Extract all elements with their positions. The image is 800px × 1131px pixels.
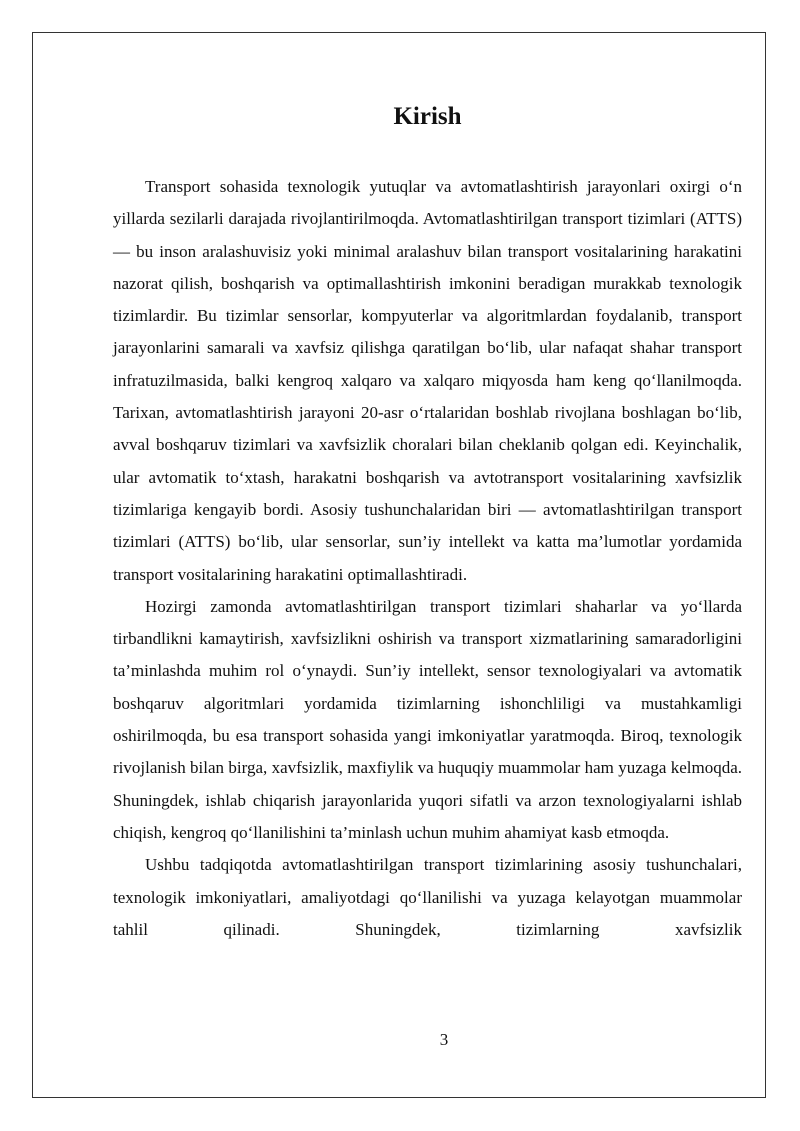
paragraph-3: Ushbu tadqiqotda avtomatlashtirilgan transport tizimlarining asosiy tushunchalari, texnologik imkoniyatlari, amaliyotdagi qo‘llanilishi va yuzaga kelayotgan muammolar tahlil qilinadi. Shuningdek, tizimlarning xavfsizlik [113, 855, 742, 939]
document-content [113, 98, 742, 946]
paragraph-2: Hozirgi zamonda avtomatlashtirilgan transport tizimlari shaharlar va yo‘llarda tirbandlikni kamaytirish, xavfsizlikni oshirish va transport xizmatlarining samaradorligini ta’minlashda muhim rol o‘ynaydi. Sun’iy intellekt, sensor texnologiyalari va avtomatik boshqaruv algoritmlari yordamida tizimlarning ishonchliligi va mustahkamligi oshirilmoqda, bu esa transport sohasida yangi imkoniyatlar yaratmoqda. Biroq, texnologik rivojlanish bilan birga, xavfsizlik, maxfiylik va huquqiy muammolar ham yuzaga kelmoqda. Shuningdek, ishlab chiqarish jarayonlarida yuqori sifatli va arzon texnologiyalarni ishlab chiqish, kengroq qo‘llanilishini ta’minlash uchun muhim ahamiyat kasb etmoqda. [113, 596, 742, 842]
page-number: 3 [439, 1030, 449, 1049]
paragraph-1: Transport sohasida texnologik yutuqlar va avtomatlashtirish jarayonlari oxirgi o‘n yillarda sezilarli darajada rivojlantirilmoqda. Avtomatlashtirilgan transport tizimlari (ATTS) — bu inson aralashuvisiz yoki minimal aralashuv bilan transport vositalarining harakatini nazorat qilish, boshqarish va optimallashtirish imkonini beradigan murakkab texnologik tizimlardir. Bu tizimlar sensorlar, kompyuterlar va algoritmlardan foydalanib, transport jarayonlarini samarali va xavfsiz qilishga qaratilgan bo‘lib, ular nafaqat shahar transport infratuzilmasida, balki kengroq xalqaro va xalqaro miqyosda ham keng qo‘llanilmoqda. Tarixan, avtomatlashtirish jarayoni 20-asr o‘rtalaridan boshlab rivojlana boshlagan bo‘lib, avval boshqaruv tizimlari va xavfsizlik choralari bilan cheklanib qolgan edi. Keyinchalik, ular avtomatik to‘xtash, harakatni boshqarish va avtotransport vositalarining xavfsizlik tizimlariga kengayib bordi. Asosiy tushunchalaridan biri — avtomatlashtirilgan transport tizimlari (ATTS) bo‘lib, ular sensorlar, sun’iy intellekt va katta ma’lumotlar yordamida transport vositalarining harakatini optimallashtiradi. [113, 177, 742, 584]
body-text [113, 171, 742, 946]
page-title: Kirish [393, 103, 462, 130]
